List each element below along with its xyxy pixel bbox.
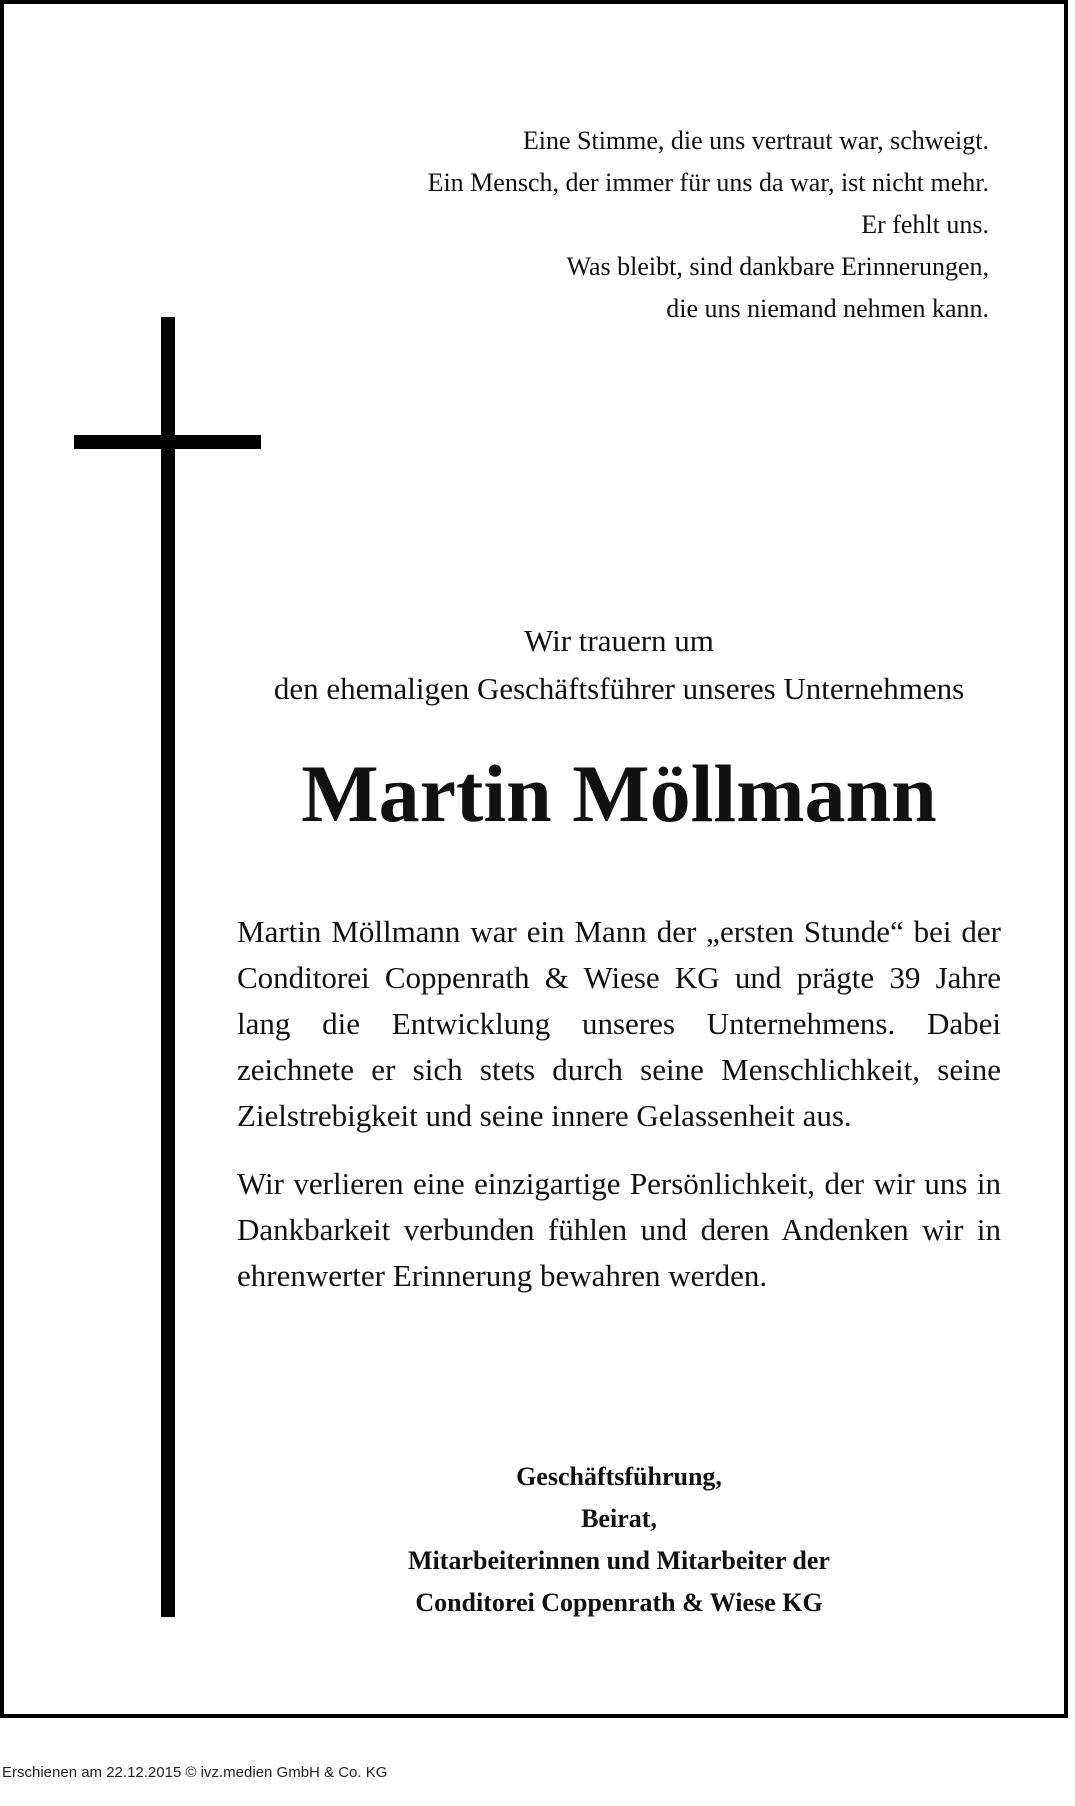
deceased-name: Martin Möllmann	[301, 748, 937, 839]
mourning-intro	[204, 617, 1034, 713]
signature-line: Geschäftsführung,	[516, 1462, 722, 1491]
signature-line: Conditorei Coppenrath & Wiese KG	[415, 1588, 823, 1617]
poem-line: Ein Mensch, der immer für uns da war, ist nicht mehr.	[427, 168, 989, 197]
body-paragraph: Wir verlieren eine einzigartige Persönlichkeit, der wir uns in Dankbarkeit verbunden fühlen und deren Andenken wir in ehrenwerter Erinnerung bewahren werden.	[237, 1166, 1001, 1293]
intro-line: den ehemaligen Geschäftsführer unseres Unternehmens	[273, 671, 965, 706]
publication-footer: Erschienen am 22.12.2015 © ivz.medien GmbH & Co. KG	[2, 1764, 388, 1781]
poem-line: Eine Stimme, die uns vertraut war, schweigt.	[522, 126, 989, 155]
poem	[289, 120, 989, 330]
body-paragraph: Martin Möllmann war ein Mann der „ersten Stunde“ bei der Conditorei Coppenrath & Wiese KG und prägte 39 Jahre lang die Entwicklung unseres Unternehmens. Dabei zeichnete er sich stets durch seine Menschlichkeit, seine Zielstrebigkeit und seine innere Gelassenheit aus.	[237, 914, 1001, 1133]
signature-block	[304, 1456, 934, 1624]
cross-horizontal-bar	[74, 435, 261, 449]
intro-line: Wir trauern um	[524, 623, 714, 658]
signature-line: Mitarbeiterinnen und Mitarbeiter der	[408, 1546, 830, 1575]
poem-line: Er fehlt uns.	[861, 210, 989, 239]
obituary-body	[237, 909, 1001, 1321]
poem-line: die uns niemand nehmen kann.	[666, 294, 989, 323]
signature-line: Beirat,	[581, 1504, 657, 1533]
poem-line: Was bleibt, sind dankbare Erinnerungen,	[566, 252, 989, 281]
cross-vertical-bar	[161, 317, 175, 1617]
